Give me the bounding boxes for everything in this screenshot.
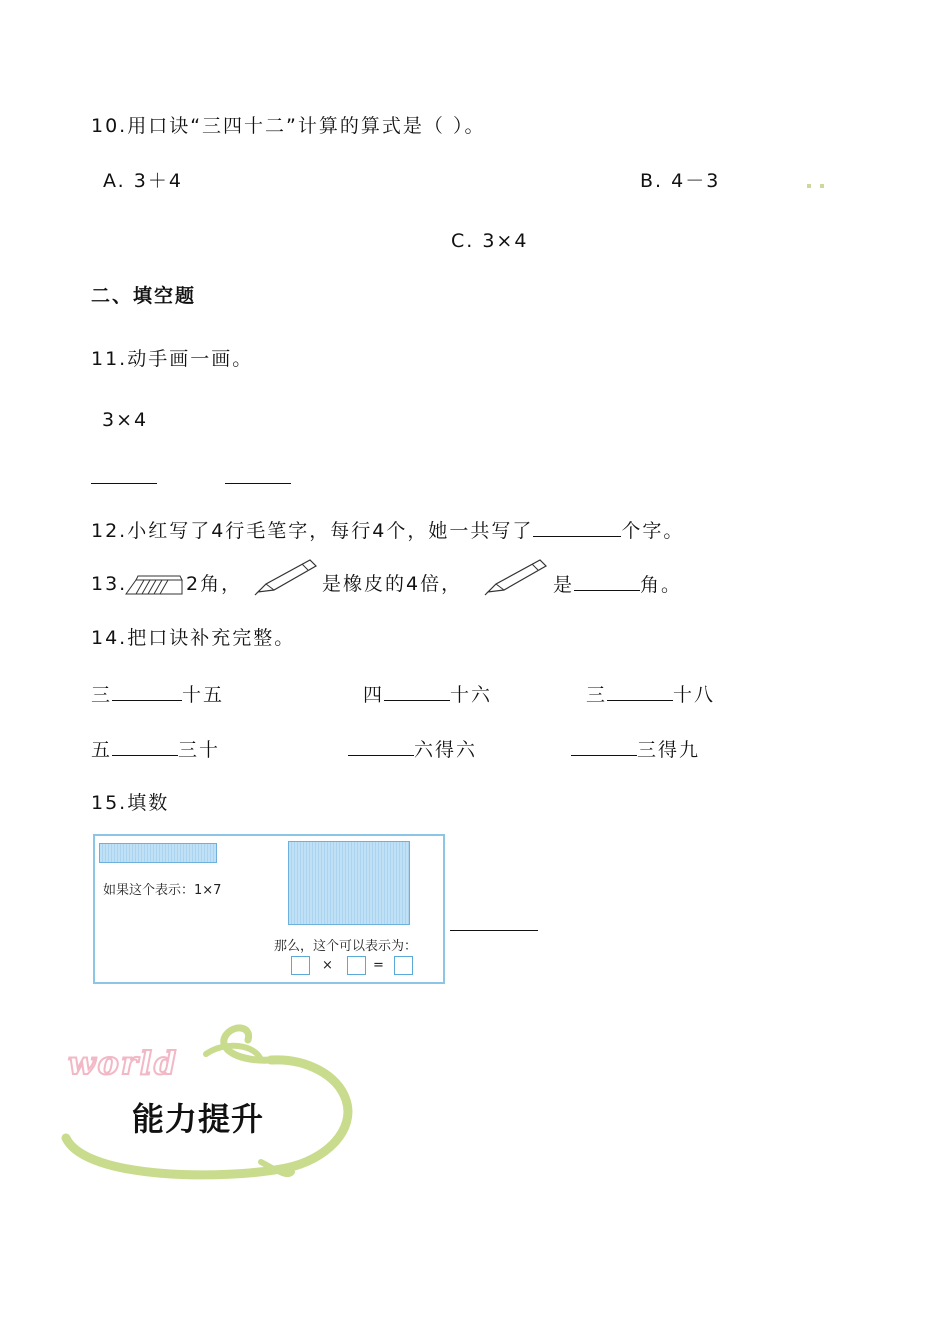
q14-item-after: 十八 [673, 684, 716, 706]
stray-dot [807, 184, 811, 188]
pen-icon [484, 558, 550, 596]
q14-item [91, 737, 220, 762]
q14-answer-blank[interactable] [607, 682, 673, 701]
q13-text-2: 是橡皮的4倍， [322, 573, 463, 595]
section-banner [56, 1020, 366, 1185]
block-grid [288, 841, 410, 925]
q10-option-c[interactable]: C. 3×4 [451, 230, 529, 252]
banner-word: world [68, 1044, 179, 1082]
q13-text-1: 2角， [186, 573, 243, 595]
q14-item-after: 三得九 [637, 739, 701, 761]
equals-sign: = [373, 958, 384, 973]
q15-input-box[interactable] [291, 956, 310, 975]
banner-title: 能力提升 [132, 1100, 265, 1138]
section-title: 二、填空题 [91, 285, 197, 307]
q10-option-a[interactable]: A. 3＋4 [103, 170, 183, 192]
q14-item [586, 682, 715, 707]
q15-stem: 15.填数 [91, 792, 170, 814]
q15-answer-blank[interactable] [450, 930, 538, 931]
q15-input-box[interactable] [347, 956, 366, 975]
q13-answer-blank[interactable] [574, 572, 640, 591]
q14-answer-blank[interactable] [112, 737, 178, 756]
q14-item-before: 五 [91, 739, 113, 761]
q14-answer-blank[interactable] [571, 737, 637, 756]
q13-line-end [553, 572, 682, 597]
q14-item [91, 682, 224, 707]
q14-item-before: 四 [363, 684, 385, 706]
q15-input-box[interactable] [394, 956, 413, 975]
eraser-icon [124, 574, 184, 596]
q13-text-4: 角。 [640, 574, 683, 596]
stray-dot [820, 184, 824, 188]
q10-option-b[interactable]: B. 4－3 [640, 170, 721, 192]
q14-item [348, 737, 477, 762]
q14-item-before: 三 [91, 684, 113, 706]
q12-text-before: 12.小红写了4行毛笔字，每行4个，她一共写了 [91, 520, 534, 542]
q14-item [571, 737, 700, 762]
q11-answer-blank[interactable] [225, 483, 291, 484]
q12-text-after: 个字。 [621, 520, 685, 542]
q12-line [91, 518, 684, 543]
q14-answer-blank[interactable] [384, 682, 450, 701]
q13-text-3: 是 [553, 574, 575, 596]
q14-item-after: 十六 [450, 684, 493, 706]
q15-caption-2: 那么，这个可以表示为： [274, 939, 418, 954]
q11-answer-blank[interactable] [91, 483, 157, 484]
q13-number: 13. [91, 573, 128, 595]
q10-stem: 10.用口诀“三四十二”计算的算式是（ ）。 [91, 115, 486, 137]
strip-grid [99, 843, 217, 863]
q14-answer-blank[interactable] [348, 737, 414, 756]
times-sign: × [322, 958, 333, 973]
q15-caption-1: 如果这个表示：1×7 [103, 883, 222, 898]
q14-item [363, 682, 492, 707]
q14-item-before: 三 [586, 684, 608, 706]
q12-answer-blank[interactable] [533, 518, 621, 537]
q14-stem: 14.把口诀补充完整。 [91, 627, 296, 649]
q14-answer-blank[interactable] [112, 682, 182, 701]
q14-item-after: 六得六 [414, 739, 478, 761]
q14-item-after: 十五 [182, 684, 225, 706]
q15-figure [93, 834, 445, 984]
pen-icon [254, 558, 320, 596]
q11-stem: 11.动手画一画。 [91, 348, 254, 370]
q14-item-after: 三十 [178, 739, 221, 761]
q11-expression: 3×4 [102, 409, 149, 431]
